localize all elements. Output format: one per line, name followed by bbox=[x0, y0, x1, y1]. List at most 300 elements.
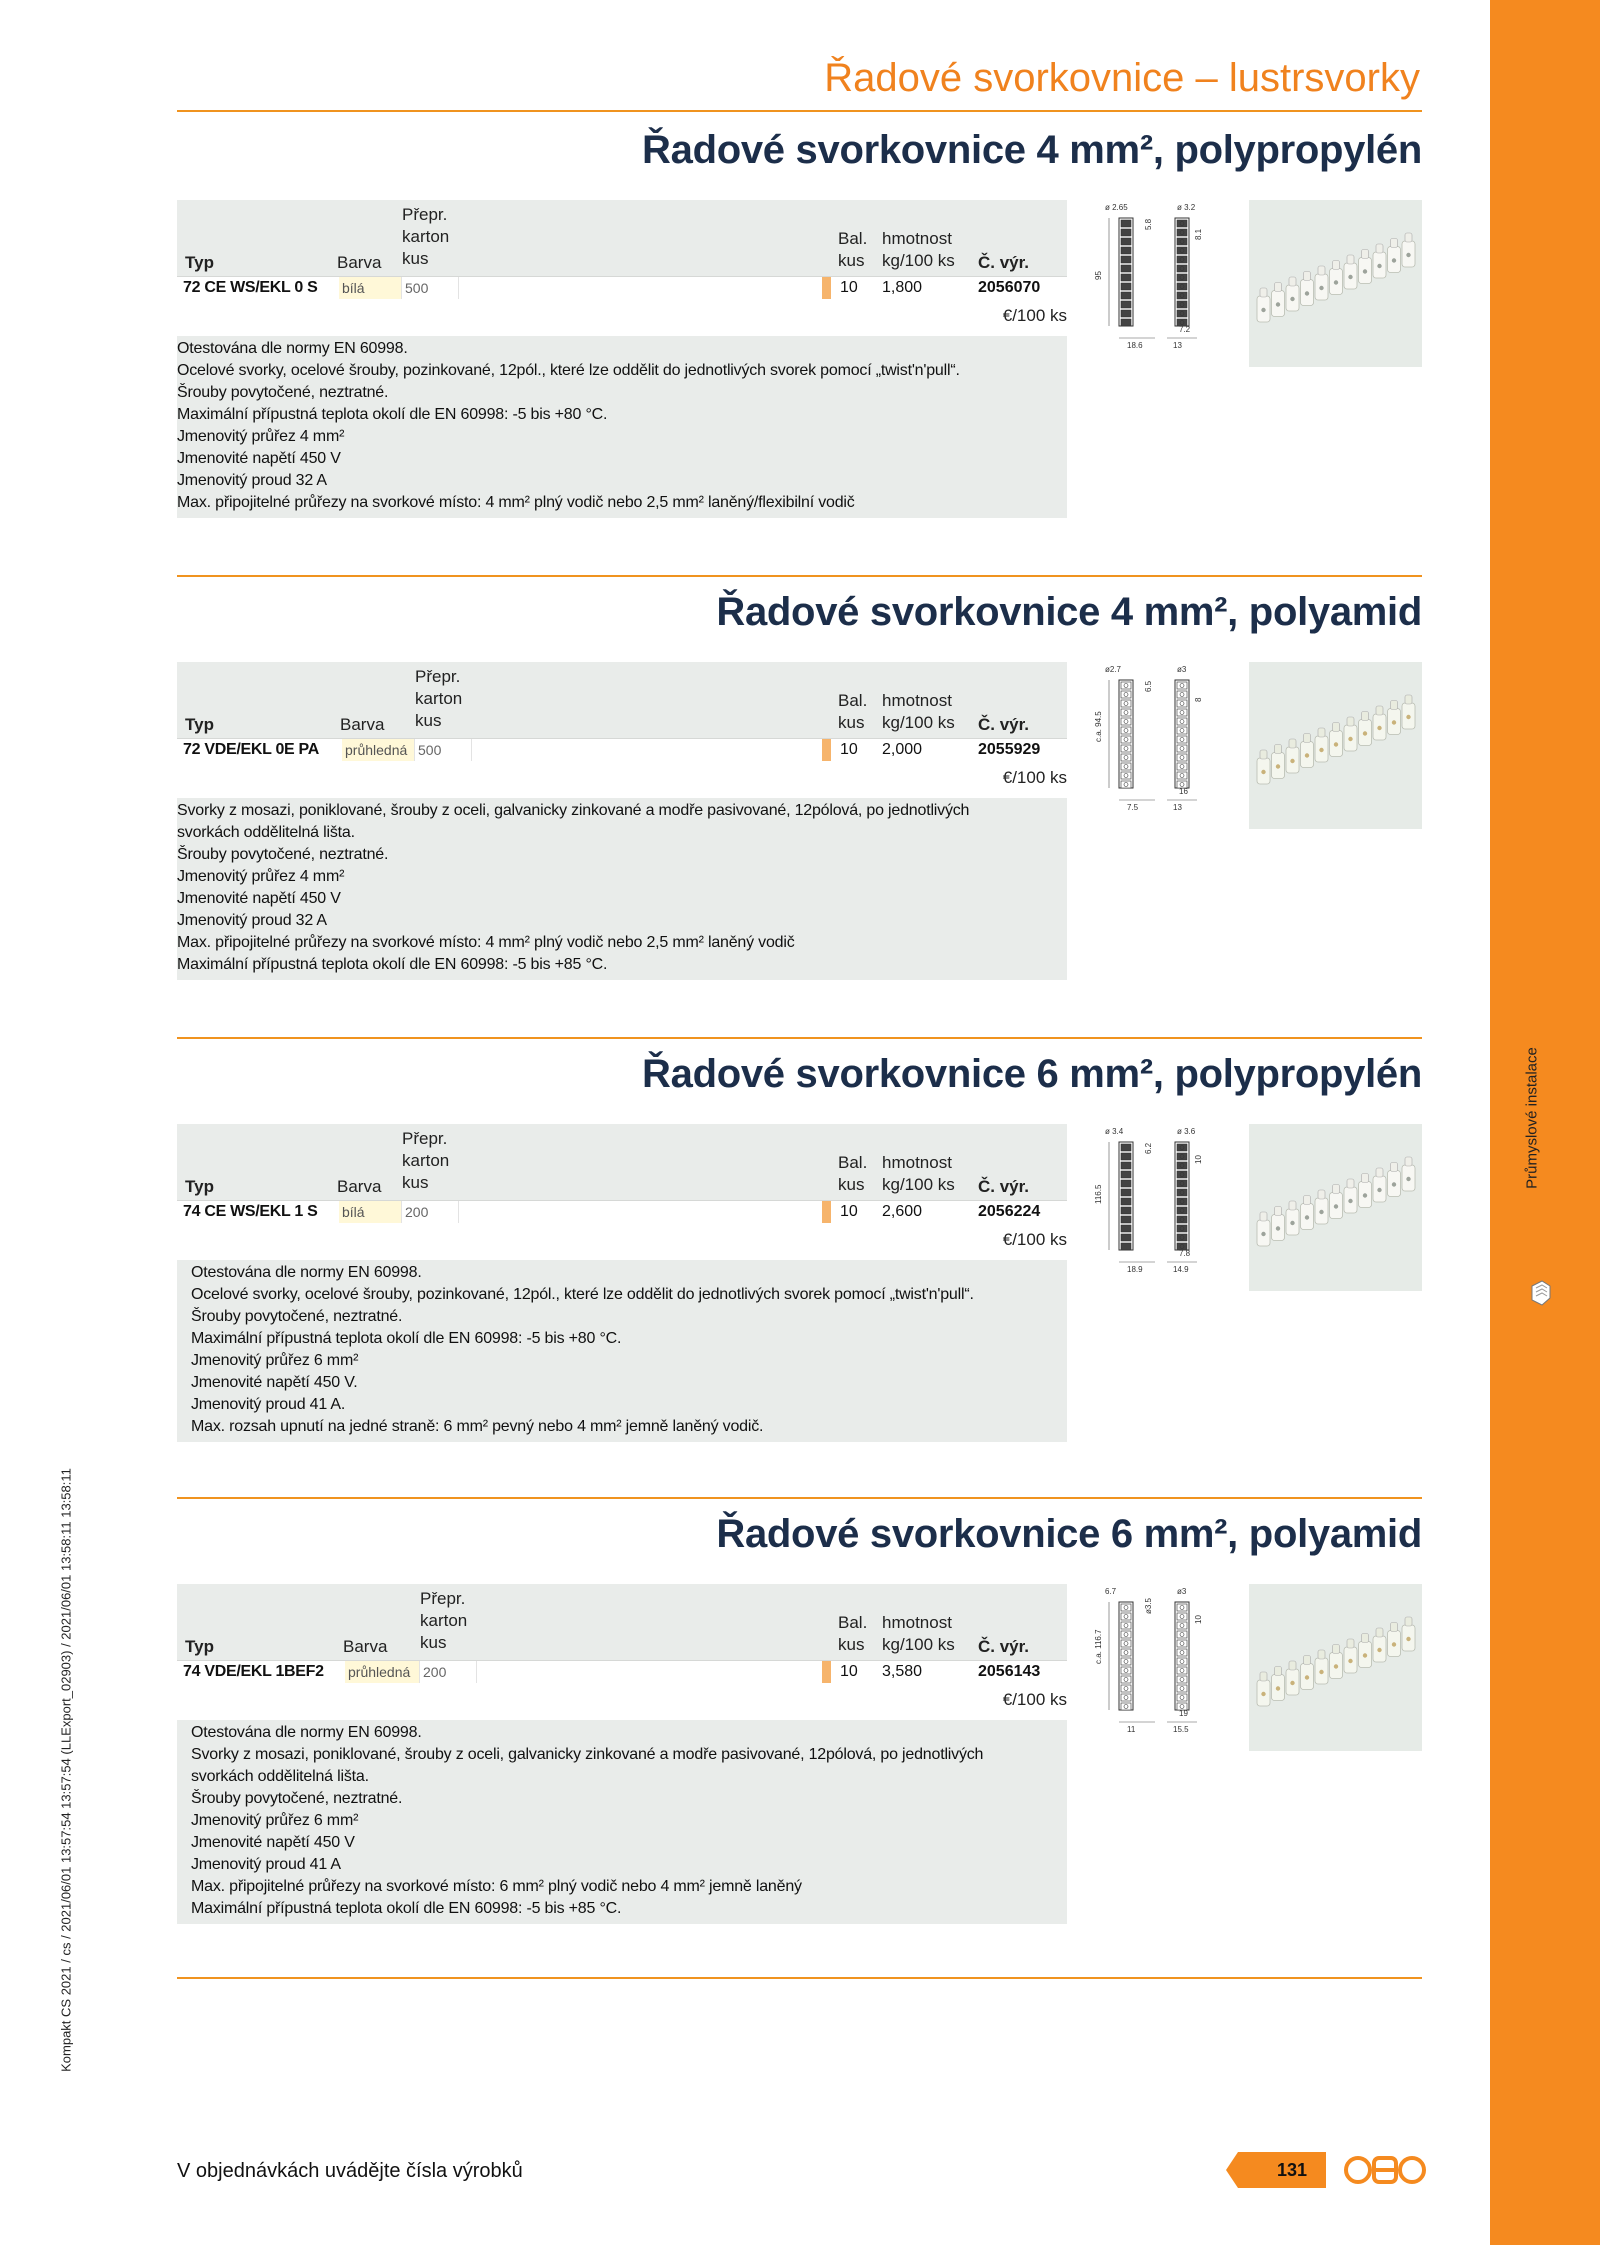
dim-cell bbox=[1121, 1649, 1131, 1656]
dim-cell bbox=[1177, 1622, 1187, 1629]
dim-label: 11 bbox=[1127, 1725, 1136, 1734]
header-karton-line: Přepr. bbox=[415, 667, 461, 686]
obo-logo bbox=[1345, 2152, 1425, 2188]
terminal-top bbox=[1260, 1212, 1267, 1221]
dim-cell bbox=[1177, 691, 1187, 698]
header-hmotnost bbox=[882, 228, 955, 272]
terminal-screw bbox=[1334, 280, 1338, 284]
product-description bbox=[177, 798, 1067, 980]
dim-cell bbox=[1177, 1667, 1187, 1674]
table-row[interactable] bbox=[177, 738, 1067, 761]
terminal-screw bbox=[1348, 1659, 1352, 1663]
dim-cell bbox=[1121, 1694, 1131, 1701]
dim-label: 18.9 bbox=[1127, 1265, 1143, 1274]
dim-cell bbox=[1121, 1658, 1131, 1665]
header-cislo: Č. výr. bbox=[978, 715, 1030, 734]
dim-cell bbox=[1121, 1234, 1131, 1241]
header-hmotnost-line: kg/100 ks bbox=[882, 713, 955, 732]
product-section bbox=[177, 1052, 1422, 1452]
terminal-top bbox=[1289, 739, 1296, 748]
terminal-screw bbox=[1305, 1675, 1309, 1679]
header-karton bbox=[420, 1588, 467, 1654]
description-line: Ocelové svorky, ocelové šrouby, pozinkované, 12pól., které lze oddělit do jednotlivých svorek pomocí „twist'n'pull“. bbox=[177, 362, 960, 379]
product-photo bbox=[1249, 662, 1422, 829]
terminal-screw bbox=[1305, 753, 1309, 757]
dim-cell bbox=[1121, 1198, 1131, 1205]
terminal-screw bbox=[1363, 731, 1367, 735]
description-line: Šrouby povytočené, neztratné. bbox=[191, 1790, 403, 1807]
terminal-screw bbox=[1261, 308, 1265, 312]
dim-cell bbox=[1121, 1207, 1131, 1214]
product-photo bbox=[1249, 1124, 1422, 1291]
price-unit: €/100 ks bbox=[1002, 768, 1067, 787]
cell-cislo: 2056143 bbox=[978, 1663, 1041, 1680]
terminal-top bbox=[1405, 1617, 1412, 1626]
description-line: Šrouby povytočené, neztratné. bbox=[177, 384, 389, 401]
cell-typ: 72 CE WS/EKL 0 S bbox=[183, 279, 318, 296]
description-line: Šrouby povytočené, neztratné. bbox=[177, 846, 389, 863]
dim-cell bbox=[1121, 256, 1131, 263]
terminal-top bbox=[1275, 745, 1282, 754]
section-rule bbox=[177, 1497, 1422, 1499]
terminal-top bbox=[1333, 1645, 1340, 1654]
terminal-screw bbox=[1319, 748, 1323, 752]
terminal-top bbox=[1304, 272, 1311, 281]
description-line: Otestována dle normy EN 60998. bbox=[191, 1724, 422, 1741]
header-typ: Typ bbox=[185, 715, 214, 734]
dim-cell bbox=[1121, 1631, 1131, 1638]
dim-cell bbox=[1177, 292, 1187, 299]
dim-label: 7.5 bbox=[1127, 803, 1139, 812]
header-bal bbox=[838, 1612, 867, 1656]
terminal-screw bbox=[1261, 770, 1265, 774]
dim-cell bbox=[1121, 1667, 1131, 1674]
cell-karton: 500 bbox=[401, 277, 459, 299]
dim-cell bbox=[1177, 1604, 1187, 1611]
dim-cell bbox=[1121, 754, 1131, 761]
terminal-top bbox=[1304, 1656, 1311, 1665]
header-hmotnost-line: hmotnost bbox=[882, 1153, 952, 1172]
header-karton-line: karton bbox=[415, 689, 463, 708]
dim-cell bbox=[1121, 1216, 1131, 1223]
dim-cell bbox=[1177, 1225, 1187, 1232]
dim-cell bbox=[1177, 265, 1187, 272]
dim-cell bbox=[1121, 745, 1131, 752]
description-line: Svorky z mosazi, poniklované, šrouby z oceli, galvanicky zinkované a modře pasivované, 12pólová, po jednotlivých bbox=[191, 1746, 984, 1763]
product-section bbox=[177, 1512, 1422, 1917]
product-photo bbox=[1249, 200, 1422, 367]
cell-cislo: 2056224 bbox=[978, 1203, 1041, 1220]
section-rule bbox=[177, 1977, 1422, 1979]
table-row[interactable] bbox=[177, 276, 1067, 299]
terminal-screw bbox=[1348, 275, 1352, 279]
dim-cell bbox=[1121, 1153, 1131, 1160]
terminal-top bbox=[1376, 706, 1383, 715]
dim-label: 13 bbox=[1173, 341, 1182, 350]
page-number: 131 bbox=[1276, 2160, 1308, 2180]
terminal-top bbox=[1376, 244, 1383, 253]
cell-hmotnost: 2,000 bbox=[882, 741, 923, 758]
dim-label: 10 bbox=[1194, 1155, 1203, 1164]
terminal-top bbox=[1405, 1157, 1412, 1166]
dim-cell bbox=[1177, 700, 1187, 707]
cell-karton: 200 bbox=[401, 1201, 459, 1223]
dim-cell bbox=[1177, 310, 1187, 317]
dim-cell bbox=[1177, 718, 1187, 725]
terminal-screw bbox=[1319, 1210, 1323, 1214]
terminal-top bbox=[1304, 1196, 1311, 1205]
dim-cell bbox=[1177, 220, 1187, 227]
dim-cell bbox=[1121, 1144, 1131, 1151]
terminal-screw bbox=[1377, 1648, 1381, 1652]
row-marker bbox=[822, 1201, 831, 1223]
terminal-top bbox=[1318, 1190, 1325, 1199]
terminal-screw bbox=[1276, 1686, 1280, 1690]
header-bal-line: kus bbox=[838, 1635, 865, 1654]
terminal-screw bbox=[1363, 1653, 1367, 1657]
terminal-top bbox=[1405, 233, 1412, 242]
dim-cell bbox=[1121, 1604, 1131, 1611]
dim-cell bbox=[1177, 1676, 1187, 1683]
terminal-screw bbox=[1392, 720, 1396, 724]
description-line: Jmenovité napětí 450 V bbox=[177, 890, 341, 907]
cell-typ: 74 CE WS/EKL 1 S bbox=[183, 1203, 318, 1220]
header-hmotnost-line: kg/100 ks bbox=[882, 251, 955, 270]
cell-typ: 72 VDE/EKL 0E PA bbox=[183, 741, 319, 758]
row-marker bbox=[822, 1661, 831, 1683]
terminal-top bbox=[1362, 1174, 1369, 1183]
description-line: Jmenovitý proud 41 A. bbox=[191, 1396, 346, 1413]
terminal-icon bbox=[1528, 1278, 1554, 1308]
terminal-screw bbox=[1377, 726, 1381, 730]
description-line: Jmenovité napětí 450 V bbox=[191, 1834, 355, 1851]
dim-cell bbox=[1121, 274, 1131, 281]
header-typ: Typ bbox=[185, 1637, 214, 1656]
dim-cell bbox=[1121, 238, 1131, 245]
terminal-screw bbox=[1319, 1670, 1323, 1674]
terminal-screw bbox=[1406, 715, 1410, 719]
description-line: Jmenovitý proud 32 A bbox=[177, 472, 327, 489]
description-line: Maximální přípustná teplota okolí dle EN 60998: -5 bis +80 °C. bbox=[191, 1330, 622, 1347]
dim-cell bbox=[1121, 301, 1131, 308]
cell-hmotnost: 3,580 bbox=[882, 1663, 923, 1680]
cell-barva: průhledná bbox=[342, 739, 414, 761]
header-barva: Barva bbox=[337, 253, 382, 272]
terminal-screw bbox=[1261, 1232, 1265, 1236]
dim-cell bbox=[1177, 1694, 1187, 1701]
cell-karton: 200 bbox=[419, 1661, 477, 1683]
terminal-screw bbox=[1276, 1226, 1280, 1230]
terminal-top bbox=[1391, 1163, 1398, 1172]
dim-label: 14.9 bbox=[1173, 1265, 1189, 1274]
dim-cell bbox=[1121, 319, 1131, 326]
dim-cell bbox=[1177, 238, 1187, 245]
dim-cell bbox=[1121, 691, 1131, 698]
dim-cell bbox=[1121, 1640, 1131, 1647]
header-bal-line: kus bbox=[838, 1175, 865, 1194]
description-line: Jmenovité napětí 450 V bbox=[177, 450, 341, 467]
header-barva: Barva bbox=[337, 1177, 382, 1196]
terminal-screw bbox=[1406, 1177, 1410, 1181]
dim-label: 6.5 bbox=[1144, 680, 1153, 692]
header-bal bbox=[838, 690, 867, 734]
dim-cell bbox=[1121, 1162, 1131, 1169]
dim-cell bbox=[1121, 220, 1131, 227]
terminal-top bbox=[1376, 1628, 1383, 1637]
header-hmotnost bbox=[882, 690, 955, 734]
header-karton bbox=[402, 204, 449, 270]
terminal-top bbox=[1318, 728, 1325, 737]
description-line: Jmenovitý proud 41 A bbox=[191, 1856, 341, 1873]
dim-cell bbox=[1121, 709, 1131, 716]
terminal-top bbox=[1405, 695, 1412, 704]
dim-cell bbox=[1177, 274, 1187, 281]
dim-label: 5.8 bbox=[1144, 218, 1153, 230]
description-line: svorkách oddělitelná lišta. bbox=[177, 824, 355, 841]
dim-cell bbox=[1121, 1703, 1131, 1710]
dim-cell bbox=[1177, 1171, 1187, 1178]
terminal-top bbox=[1260, 750, 1267, 759]
description-line: Otestována dle normy EN 60998. bbox=[191, 1264, 422, 1281]
dim-cell bbox=[1121, 1225, 1131, 1232]
dim-cell bbox=[1177, 1180, 1187, 1187]
dim-label: ø3 bbox=[1177, 1587, 1187, 1596]
header-hmotnost bbox=[882, 1612, 955, 1656]
footer-note: V objednávkách uvádějte čísla výrobků bbox=[177, 2160, 523, 2182]
dim-label: ø 3.4 bbox=[1105, 1127, 1124, 1136]
dim-cell bbox=[1121, 682, 1131, 689]
dim-label: 116.5 bbox=[1094, 1184, 1103, 1204]
header-hmotnost-line: hmotnost bbox=[882, 1613, 952, 1632]
terminal-top bbox=[1318, 1650, 1325, 1659]
terminal-screw bbox=[1334, 1204, 1338, 1208]
header-karton-line: karton bbox=[402, 227, 450, 246]
terminal-top bbox=[1260, 288, 1267, 297]
row-marker bbox=[822, 739, 831, 761]
print-meta: Kompakt CS 2021 / cs / 2021/06/01 13:57:54 13:57:54 (LLExport_02903) / 2021/06/01 13:58:11 13:58:11 bbox=[58, 1468, 74, 2072]
dim-cell bbox=[1177, 1631, 1187, 1638]
dim-cell bbox=[1177, 256, 1187, 263]
orange-sidebar bbox=[1490, 0, 1600, 2245]
table-row[interactable] bbox=[177, 1660, 1067, 1683]
terminal-top bbox=[1304, 734, 1311, 743]
page-header-title: Řadové svorkovnice – lustrsvorky bbox=[824, 56, 1420, 100]
dim-cell bbox=[1177, 682, 1187, 689]
cell-karton: 500 bbox=[414, 739, 472, 761]
dimension-drawing bbox=[1094, 1124, 1209, 1274]
cell-typ: 74 VDE/EKL 1BEF2 bbox=[183, 1663, 324, 1680]
terminal-top bbox=[1391, 1623, 1398, 1632]
terminal-screw bbox=[1261, 1692, 1265, 1696]
product-section bbox=[177, 128, 1422, 528]
header-karton bbox=[415, 666, 462, 732]
header-bal-line: Bal. bbox=[838, 1153, 868, 1172]
description-line: Max. rozsah upnutí na jedné straně: 6 mm² pevný nebo 4 mm² jemně laněný vodič. bbox=[191, 1418, 764, 1435]
header-hmotnost-line: hmotnost bbox=[882, 691, 952, 710]
header-typ: Typ bbox=[185, 1177, 214, 1196]
dim-cell bbox=[1121, 247, 1131, 254]
terminal-screw bbox=[1406, 253, 1410, 257]
dim-cell bbox=[1177, 727, 1187, 734]
terminal-screw bbox=[1392, 1642, 1396, 1646]
dim-cell bbox=[1177, 709, 1187, 716]
terminal-screw bbox=[1290, 759, 1294, 763]
dim-cell bbox=[1177, 1685, 1187, 1692]
header-bal bbox=[838, 228, 867, 272]
description-line: Jmenovitý průřez 4 mm² bbox=[177, 868, 345, 885]
terminal-screw bbox=[1290, 297, 1294, 301]
description-line: Maximální přípustná teplota okolí dle EN 60998: -5 bis +85 °C. bbox=[191, 1900, 622, 1917]
terminal-screw bbox=[1334, 742, 1338, 746]
product-photo bbox=[1249, 1584, 1422, 1751]
dim-cell bbox=[1121, 763, 1131, 770]
terminal-top bbox=[1333, 261, 1340, 270]
description-line: Ocelové svorky, ocelové šrouby, pozinkované, 12pól., které lze oddělit do jednotlivých svorek pomocí „twist'n'pull“. bbox=[191, 1286, 974, 1303]
header-karton bbox=[402, 1128, 449, 1194]
dim-label: ø 2.65 bbox=[1105, 203, 1128, 212]
terminal-screw bbox=[1392, 1182, 1396, 1186]
terminal-screw bbox=[1290, 1681, 1294, 1685]
dim-label: 10 bbox=[1194, 1615, 1203, 1624]
dim-label: c.a. 116.7 bbox=[1094, 1629, 1103, 1664]
terminal-top bbox=[1362, 250, 1369, 259]
description-line: Maximální přípustná teplota okolí dle EN 60998: -5 bis +85 °C. bbox=[177, 956, 608, 973]
cell-barva: bílá bbox=[339, 1201, 401, 1223]
product-section bbox=[177, 590, 1422, 990]
description-line: Šrouby povytočené, neztratné. bbox=[191, 1308, 403, 1325]
terminal-top bbox=[1347, 1179, 1354, 1188]
terminal-top bbox=[1289, 1201, 1296, 1210]
terminal-top bbox=[1391, 701, 1398, 710]
terminal-top bbox=[1391, 239, 1398, 248]
cell-cislo: 2056070 bbox=[978, 279, 1041, 296]
dim-cell bbox=[1177, 1162, 1187, 1169]
header-hmotnost bbox=[882, 1152, 955, 1196]
terminal-top bbox=[1347, 717, 1354, 726]
dim-cell bbox=[1121, 1622, 1131, 1629]
cell-bal: 10 bbox=[840, 1663, 858, 1680]
terminal-screw bbox=[1377, 264, 1381, 268]
dim-cell bbox=[1121, 1685, 1131, 1692]
description-line: Max. připojitelné průřezy na svorkové místo: 4 mm² plný vodič nebo 2,5 mm² laněný vodič bbox=[177, 934, 795, 951]
description-line: Otestována dle normy EN 60998. bbox=[177, 340, 408, 357]
terminal-top bbox=[1333, 723, 1340, 732]
section-title: Řadové svorkovnice 4 mm², polyamid bbox=[716, 590, 1422, 634]
terminal-top bbox=[1362, 1634, 1369, 1643]
dimension-drawing bbox=[1094, 662, 1209, 812]
dim-cell bbox=[1121, 781, 1131, 788]
product-description bbox=[177, 1260, 1067, 1442]
header-hmotnost-line: hmotnost bbox=[882, 229, 952, 248]
dim-cell bbox=[1121, 229, 1131, 236]
terminal-top bbox=[1275, 283, 1282, 292]
dim-cell bbox=[1177, 301, 1187, 308]
terminal-screw bbox=[1348, 737, 1352, 741]
dim-cell bbox=[1121, 265, 1131, 272]
terminal-screw bbox=[1319, 286, 1323, 290]
dim-cell bbox=[1121, 772, 1131, 779]
dim-label: 18.6 bbox=[1127, 341, 1143, 350]
dim-cell bbox=[1121, 1189, 1131, 1196]
cell-hmotnost: 1,800 bbox=[882, 279, 923, 296]
dim-label: ø 3.2 bbox=[1177, 203, 1196, 212]
price-unit: €/100 ks bbox=[1002, 1230, 1067, 1249]
terminal-top bbox=[1333, 1185, 1340, 1194]
dim-cell bbox=[1121, 1180, 1131, 1187]
dim-label: 19 bbox=[1179, 1709, 1188, 1718]
terminal-top bbox=[1289, 277, 1296, 286]
product-description bbox=[177, 336, 1067, 518]
header-bal-line: Bal. bbox=[838, 691, 868, 710]
terminal-screw bbox=[1363, 269, 1367, 273]
header-barva: Barva bbox=[343, 1637, 388, 1656]
section-title: Řadové svorkovnice 6 mm², polypropylén bbox=[642, 1052, 1422, 1096]
dim-cell bbox=[1121, 310, 1131, 317]
section-rule bbox=[177, 1037, 1422, 1039]
dim-cell bbox=[1121, 1243, 1131, 1250]
dim-label: 6.2 bbox=[1144, 1142, 1153, 1154]
dim-cell bbox=[1177, 772, 1187, 779]
terminal-top bbox=[1376, 1168, 1383, 1177]
terminal-top bbox=[1289, 1661, 1296, 1670]
product-table bbox=[177, 1584, 1067, 1682]
terminal-top bbox=[1362, 712, 1369, 721]
header-karton-line: kus bbox=[402, 249, 429, 268]
price-unit: €/100 ks bbox=[1002, 306, 1067, 325]
dim-label: 8.1 bbox=[1194, 228, 1203, 240]
dim-label: ø2.7 bbox=[1105, 665, 1122, 674]
dim-label: ø 3.6 bbox=[1177, 1127, 1196, 1136]
dim-cell bbox=[1177, 1649, 1187, 1656]
header-karton-line: karton bbox=[402, 1151, 450, 1170]
dim-cell bbox=[1121, 292, 1131, 299]
dim-cell bbox=[1177, 1144, 1187, 1151]
terminal-screw bbox=[1305, 291, 1309, 295]
header-cislo: Č. výr. bbox=[978, 1177, 1030, 1196]
header-typ: Typ bbox=[185, 253, 214, 272]
dim-cell bbox=[1121, 1613, 1131, 1620]
header-hmotnost-line: kg/100 ks bbox=[882, 1635, 955, 1654]
dimension-drawing bbox=[1094, 200, 1209, 350]
header-karton-line: Přepr. bbox=[402, 205, 448, 224]
dim-label: 95 bbox=[1094, 271, 1103, 280]
description-line: Maximální přípustná teplota okolí dle EN 60998: -5 bis +80 °C. bbox=[177, 406, 608, 423]
dim-cell bbox=[1177, 1153, 1187, 1160]
dim-cell bbox=[1177, 229, 1187, 236]
description-line: Jmenovitý proud 32 A bbox=[177, 912, 327, 929]
header-cislo: Č. výr. bbox=[978, 1637, 1030, 1656]
description-line: Jmenovité napětí 450 V. bbox=[191, 1374, 358, 1391]
header-bal-line: kus bbox=[838, 713, 865, 732]
dim-cell bbox=[1177, 283, 1187, 290]
dim-cell bbox=[1177, 1198, 1187, 1205]
dim-cell bbox=[1177, 1234, 1187, 1241]
terminal-screw bbox=[1363, 1193, 1367, 1197]
dim-cell bbox=[1177, 1216, 1187, 1223]
table-row[interactable] bbox=[177, 1200, 1067, 1223]
cell-barva: bílá bbox=[339, 277, 401, 299]
terminal-top bbox=[1275, 1207, 1282, 1216]
cell-bal: 10 bbox=[840, 741, 858, 758]
terminal-screw bbox=[1334, 1664, 1338, 1668]
terminal-screw bbox=[1348, 1199, 1352, 1203]
header-bal bbox=[838, 1152, 867, 1196]
terminal-screw bbox=[1290, 1221, 1294, 1225]
section-title: Řadové svorkovnice 6 mm², polyamid bbox=[716, 1512, 1422, 1556]
dim-cell bbox=[1177, 1207, 1187, 1214]
description-line: Jmenovitý průřez 4 mm² bbox=[177, 428, 345, 445]
header-karton-line: karton bbox=[420, 1611, 468, 1630]
